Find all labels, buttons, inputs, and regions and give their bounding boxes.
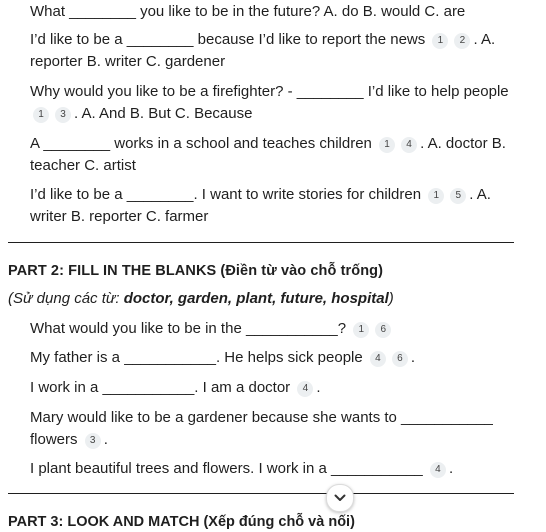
citation-badge[interactable]: 2 (454, 33, 470, 49)
question-text: Mary would like to be a gardener because she wants to ___________ flowers (30, 409, 493, 448)
question-text: What ________ you like to be in the future? A. do B. would C. are (30, 3, 466, 20)
part-2-title: PART 2: FILL IN THE BLANKS (Điền từ vào chỗ trống) (8, 263, 384, 279)
question-text: A ________ works in a school and teaches children (30, 135, 372, 152)
citation-badge[interactable]: 1 (353, 322, 369, 338)
citation-badge[interactable]: 1 (432, 33, 448, 49)
question-1 (30, 1, 510, 23)
citation-badge[interactable]: 4 (297, 381, 313, 397)
fill-question-3 (30, 377, 510, 399)
question-text: I’d like to be a ________. I want to write stories for children (30, 186, 422, 203)
citation-badge[interactable]: 4 (370, 351, 386, 367)
citation-badge[interactable]: 1 (428, 188, 444, 204)
citation-badge[interactable]: 3 (55, 107, 71, 123)
question-4 (30, 133, 510, 177)
question-options: . A. doctor B. teacher C. artist (30, 135, 506, 174)
question-2 (30, 29, 510, 73)
citation-badge[interactable]: 4 (401, 137, 417, 153)
hint-suffix: ) (388, 290, 394, 307)
citation-badge[interactable]: 5 (450, 188, 466, 204)
question-text: My father is a ___________. He helps sick people (30, 349, 363, 366)
question-text: I work in a ___________. I am a doctor (30, 379, 291, 396)
question-text: What would you like to be in the ___________? (30, 320, 347, 337)
citation-badge[interactable]: 3 (85, 433, 101, 449)
question-text: I’d like to be a ________ because I’d like to report the news (30, 31, 426, 48)
section-divider (8, 493, 514, 494)
citation-badge[interactable]: 1 (379, 137, 395, 153)
hint-prefix: (Sử dụng các từ: (8, 290, 124, 307)
fill-question-5 (30, 458, 510, 480)
question-text: Why would you like to be a firefighter? - ________ I’d like to help people (30, 83, 509, 100)
hint-words: doctor, garden, plant, future, hospital (123, 290, 389, 307)
question-5 (30, 184, 510, 228)
scroll-down-button[interactable] (326, 484, 354, 512)
chevron-down-icon (334, 494, 346, 502)
question-end: . (410, 349, 416, 366)
citation-badge[interactable]: 6 (375, 322, 391, 338)
part-2-hint (8, 289, 394, 309)
part-3-title: PART 3: LOOK AND MATCH (Xếp đúng chỗ và nối) (8, 514, 355, 530)
question-end: . (316, 379, 321, 396)
question-options: . A. writer B. reporter C. farmer (30, 186, 491, 225)
citation-badge[interactable]: 4 (430, 462, 446, 478)
question-end: . (448, 460, 454, 477)
question-3 (30, 81, 510, 125)
fill-question-1 (30, 318, 510, 340)
fill-question-4 (30, 407, 510, 451)
citation-badge[interactable]: 1 (33, 107, 49, 123)
citation-badge[interactable]: 6 (392, 351, 408, 367)
section-divider (8, 242, 514, 243)
question-text: I plant beautiful trees and flowers. I work in a ___________ (30, 460, 423, 477)
question-options: . A. And B. But C. Because (74, 105, 253, 122)
question-options: . A. reporter B. writer C. gardener (30, 31, 496, 70)
fill-question-2 (30, 347, 510, 369)
question-end: . (103, 431, 108, 448)
